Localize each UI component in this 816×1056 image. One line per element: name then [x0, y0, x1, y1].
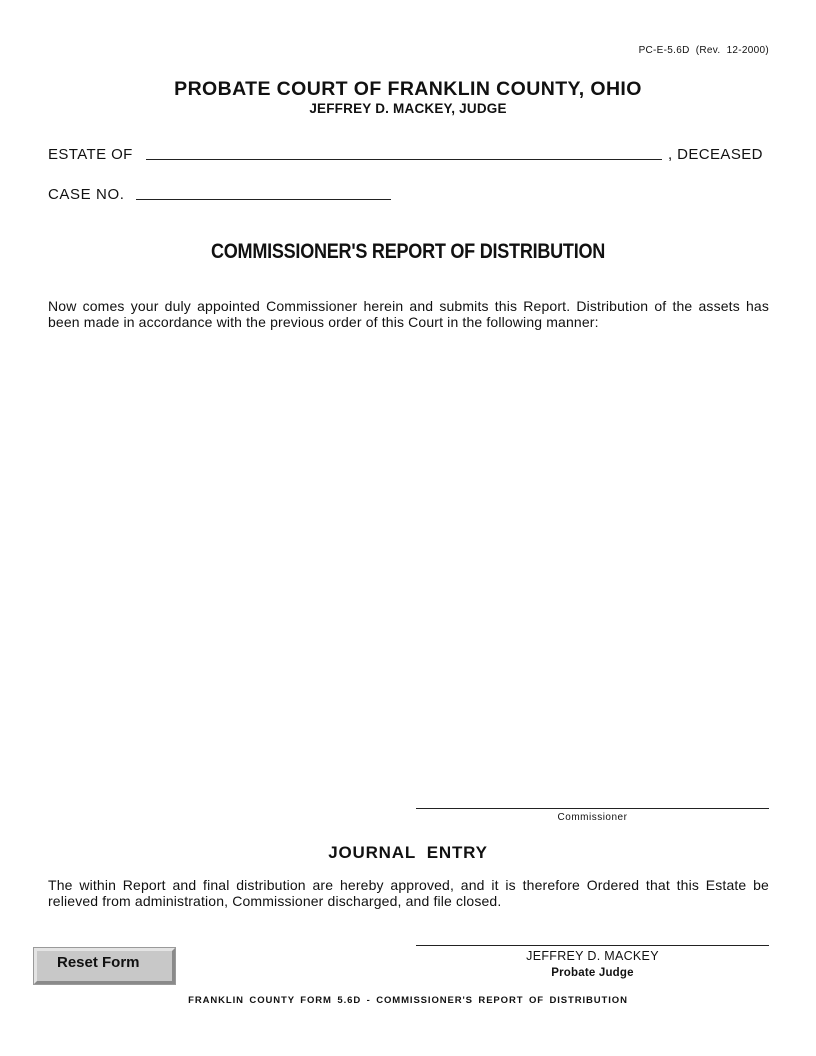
distribution-text-field[interactable] [48, 340, 769, 795]
judge-signature-line [416, 945, 769, 946]
judge-subtitle: JEFFREY D. MACKEY, JUDGE [309, 101, 507, 116]
commissioner-signature-line [416, 808, 769, 809]
reset-form-button[interactable]: Reset Form [34, 948, 175, 984]
estate-name-field[interactable] [146, 159, 662, 160]
case-number-field[interactable] [136, 199, 391, 200]
journal-entry-title: JOURNAL ENTRY [328, 843, 488, 862]
commissioner-label: Commissioner [557, 812, 628, 823]
form-footer: FRANKLIN COUNTY FORM 5.6D - COMMISSIONER'S REPORT OF DISTRIBUTION [188, 995, 628, 1006]
form-id: PC-E-5.6D (Rev. 12-2000) [638, 45, 769, 56]
deceased-label: , DECEASED [668, 146, 763, 163]
report-title: COMMISSIONER'S REPORT OF DISTRIBUTION [210, 240, 606, 263]
journal-entry-paragraph: The within Report and final distribution are hereby approved, and it is therefore Ordered that this Estate be relieved from administration, Commissioner discharged, and file closed. [48, 877, 769, 909]
judge-name: JEFFREY D. MACKEY [526, 949, 659, 963]
court-title: PROBATE COURT OF FRANKLIN COUNTY, OHIO [174, 78, 642, 100]
intro-paragraph: Now comes your duly appointed Commissioner herein and submits this Report. Distribution of the assets has been made in accordance with the previous order of this Court in the following manner: [48, 298, 769, 330]
judge-title: Probate Judge [551, 967, 634, 979]
estate-of-label: ESTATE OF [48, 146, 133, 163]
case-no-label: CASE NO. [48, 186, 125, 203]
